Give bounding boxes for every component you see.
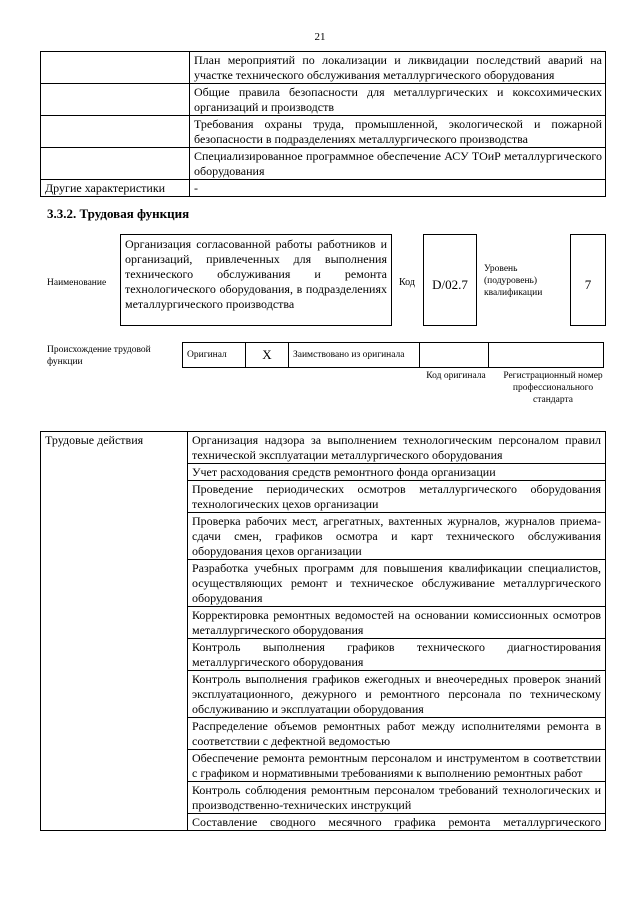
original-code-cell (420, 343, 489, 368)
action-item: Организация надзора за выполнением технологическим персоналом правил технической эксплуатации металлургического оборудования (188, 432, 606, 464)
table-row (41, 52, 606, 84)
level-label: Уровень (подуровень) квалификации (484, 264, 543, 298)
name-label: Наименование (47, 278, 107, 288)
row-text: План мероприятий по локализации и ликвидации последствий аварий на участке технического обслуживания металлургического оборудования (190, 52, 606, 84)
action-item: Контроль выполнения графиков ежегодных и внеочередных проверок знаний эксплуатационного, дежурного и ремонтного персонала по техническому обслуживанию и эксплуатации оборудования (188, 671, 606, 718)
page-number: 21 (314, 31, 326, 43)
code-caption: Код оригинала (426, 371, 486, 381)
action-item: Разработка учебных программ для повышения квалификации специалистов, осуществляющих ремонт и техническое обслуживание металлургического оборудования (188, 560, 606, 607)
reg-number-cell (489, 343, 604, 368)
action-item: Составление сводного месячного графика ремонта металлургического (188, 814, 606, 831)
reg-caption: Регистрационный номер профессионального стандарта (503, 371, 603, 405)
action-item: Обеспечение ремонта ремонтным персоналом и инструментом в соответствии с графиком и нормативными требованиями к выполнению ремонтных работ (188, 750, 606, 782)
action-item: Проведение периодических осмотров металлургического оборудования технологических цехов организации (188, 481, 606, 513)
actions-label: Трудовые действия (41, 432, 188, 831)
borrowed-label: Заимствовано из оригинала (289, 343, 420, 368)
function-name: Организация согласованной работы работников и организаций, привлеченных для выполнения технического обслуживания и ремонта технологического оборудования, в подразделениях металлургического производства (120, 234, 392, 326)
row-text: - (190, 180, 606, 197)
row-label (41, 148, 190, 180)
original-mark: X (246, 343, 289, 368)
table-row (41, 180, 606, 197)
labor-actions-table (40, 431, 606, 831)
table-row (41, 432, 606, 464)
row-text: Требования охраны труда, промышленной, экологической и пожарной безопасности в подразделениях металлургического производства (190, 116, 606, 148)
table-row (41, 84, 606, 116)
function-code: D/02.7 (423, 234, 477, 326)
code-label: Код (399, 277, 415, 288)
knowledge-continuation-table (40, 51, 606, 197)
action-item: Контроль соблюдения ремонтным персоналом требований технологических и производственно-технических инструкций (188, 782, 606, 814)
row-label (41, 52, 190, 84)
action-item: Контроль выполнения графиков технического диагностирования металлургического оборудования (188, 639, 606, 671)
row-label (41, 84, 190, 116)
action-item: Проверка рабочих мест, агрегатных, вахтенных журналов, журналов приема-сдачи смен, графиков осмотра и карт технического обслуживания оборудования цехов организации (188, 513, 606, 560)
row-text: Специализированное программное обеспечение АСУ ТОиР металлургического оборудования (190, 148, 606, 180)
table-row (41, 148, 606, 180)
row-label-other: Другие характеристики (41, 180, 190, 197)
action-item: Корректировка ремонтных ведомостей на основании комиссионных осмотров металлургического оборудования (188, 607, 606, 639)
section-title: 3.3.2. Трудовая функция (47, 206, 190, 221)
origin-table (182, 342, 604, 368)
origin-label: Происхождение трудовой функции (47, 345, 151, 367)
action-item: Распределение объемов ремонтных работ между исполнителями ремонта в соответствии с дефектной ведомостью (188, 718, 606, 750)
row-label (41, 116, 190, 148)
qualification-level: 7 (570, 234, 606, 326)
original-label: Оригинал (183, 343, 246, 368)
table-row (41, 116, 606, 148)
row-text: Общие правила безопасности для металлургических и коксохимических организаций и производств (190, 84, 606, 116)
action-item: Учет расходования средств ремонтного фонда организации (188, 464, 606, 481)
